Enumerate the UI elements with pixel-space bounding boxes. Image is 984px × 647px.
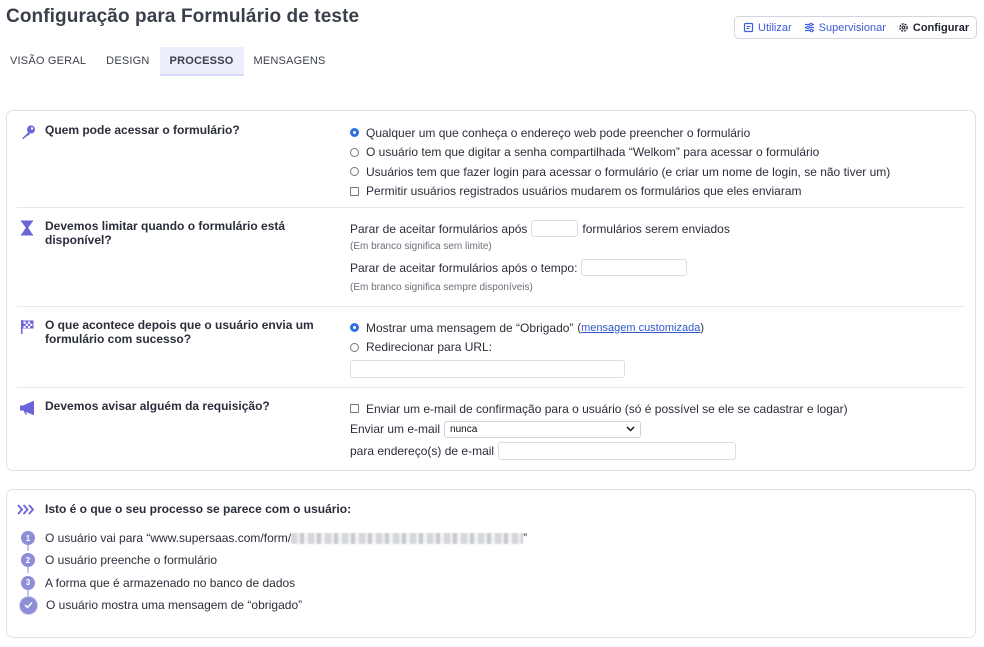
access-option-login[interactable] [350, 162, 970, 182]
process-settings-card [6, 110, 976, 471]
access-option-password[interactable] [350, 143, 970, 163]
step-number: 3 [21, 576, 35, 590]
redacted-form-id [291, 533, 523, 544]
limit-section [17, 219, 965, 304]
process-step [21, 527, 527, 549]
limit-title: Devemos limitar quando o formulário está disponível? [45, 219, 286, 247]
limit-time-label: Parar de aceitar formulários após o tempo: [350, 260, 578, 275]
send-email-select[interactable] [444, 421, 641, 438]
hourglass-icon [19, 220, 37, 236]
process-steps [21, 527, 527, 616]
mode-utilizar-label: Utilizar [758, 21, 792, 34]
after-submit-section [17, 318, 965, 388]
confirm-email-row[interactable] [350, 399, 970, 419]
email-address-input[interactable] [498, 442, 736, 460]
key-icon [19, 124, 37, 140]
after-submit-redirect-option[interactable] [350, 338, 970, 358]
limit-time-input[interactable] [581, 259, 687, 276]
access-option-password-label: O usuário tem que digitar a senha compartilhada “Welkom” para acessar o formulário [366, 145, 820, 160]
process-step [21, 594, 527, 616]
access-title: Quem pode acessar o formulário? [45, 123, 240, 137]
step-number: 1 [21, 531, 35, 545]
confirm-email-checkbox[interactable] [350, 404, 359, 413]
after-submit-message-option[interactable]: Mostrar uma mensagem de “Obrigado” ( mensagem customizada ) [350, 318, 970, 338]
mode-supervisionar-label: Supervisionar [818, 21, 886, 34]
limit-time-hint: (Em branco significa sempre disponíveis) [350, 282, 533, 293]
page-title: Configuração para Formulário de teste [6, 6, 360, 27]
access-section [17, 123, 965, 208]
send-email-label: Enviar um e-mail [350, 422, 441, 436]
radio-redirect[interactable] [350, 343, 359, 352]
after-submit-redirect-label: Redirecionar para URL: [366, 340, 493, 355]
limit-count-input[interactable] [531, 220, 578, 237]
tab-mensagens[interactable]: MENSAGENS [253, 55, 326, 67]
mode-configurar-label: Configurar [912, 21, 970, 34]
sliders-icon [804, 22, 815, 33]
allow-edit-checkbox-row[interactable] [350, 182, 970, 202]
mode-configurar-button[interactable] [898, 22, 969, 34]
finish-flag-icon [19, 319, 37, 335]
custom-message-link[interactable]: mensagem customizada [581, 321, 701, 334]
tab-visao-geral[interactable]: VISÃO GERAL [10, 55, 87, 67]
section-divider [17, 306, 965, 307]
after-submit-message-label: Mostrar uma mensagem de “Obrigado” [366, 320, 574, 335]
email-address-label: para endereço(s) de e-mail [350, 443, 495, 458]
access-option-anyone-label: Qualquer um que conheça o endereço web pode preencher o formulário [366, 125, 751, 140]
chevrons-right-icon [17, 504, 35, 515]
gear-icon [898, 22, 909, 33]
chevron-down-icon [626, 426, 635, 432]
form-icon [743, 22, 754, 33]
confirm-email-label: Enviar um e-mail de confirmação para o usuário (só é possível se ele se cadastrar e logar) [366, 401, 848, 416]
tab-design[interactable]: DESIGN [106, 55, 150, 67]
step-text: O usuário mostra uma mensagem de “obrigado” [46, 598, 303, 613]
tab-processo[interactable]: PROCESSO [160, 47, 244, 76]
send-email-select-value: nunca [450, 423, 478, 435]
section-divider [17, 387, 965, 388]
radio-anyone[interactable] [350, 128, 359, 137]
process-title: Isto é o que o seu processo se parece com o usuário: [45, 502, 352, 516]
limit-count-prefix: Parar de aceitar formulários após [350, 221, 528, 236]
megaphone-icon [19, 400, 37, 416]
process-step [21, 572, 527, 594]
limit-count-hint: (Em branco significa sem limite) [350, 241, 492, 252]
limit-count-suffix: formulários serem enviados [582, 221, 730, 236]
check-icon [20, 597, 37, 614]
step-text: O usuário preenche o formulário [45, 553, 218, 568]
mode-utilizar-button[interactable] [743, 22, 792, 34]
mode-supervisionar-button[interactable] [804, 22, 886, 34]
radio-login[interactable] [350, 167, 359, 176]
process-preview-card [6, 489, 976, 638]
redirect-url-input[interactable] [350, 360, 625, 378]
radio-password[interactable] [350, 148, 359, 157]
after-submit-title: O que acontece depois que o usuário envia um formulário com sucesso? [45, 318, 314, 346]
allow-edit-checkbox[interactable] [350, 187, 359, 196]
radio-show-message[interactable] [350, 323, 359, 332]
section-divider [17, 207, 965, 208]
step-text-suffix: ” [523, 531, 528, 546]
tab-bar [0, 47, 336, 76]
process-step [21, 549, 527, 571]
access-option-anyone[interactable] [350, 123, 970, 143]
notify-section [17, 399, 965, 467]
access-option-login-label: Usuários tem que fazer login para acessar o formulário (e criar um nome de login, se não tiver um) [366, 164, 891, 179]
step-text: O usuário vai para “www.supersaas.com/form/ [45, 531, 292, 546]
step-text: A forma que é armazenado no banco de dados [45, 575, 296, 590]
step-number: 2 [21, 553, 35, 567]
notify-title: Devemos avisar alguém da requisição? [45, 399, 270, 413]
allow-edit-label: Permitir usuários registrados usuários mudarem os formulários que eles enviaram [366, 184, 802, 199]
mode-switch [734, 16, 977, 39]
